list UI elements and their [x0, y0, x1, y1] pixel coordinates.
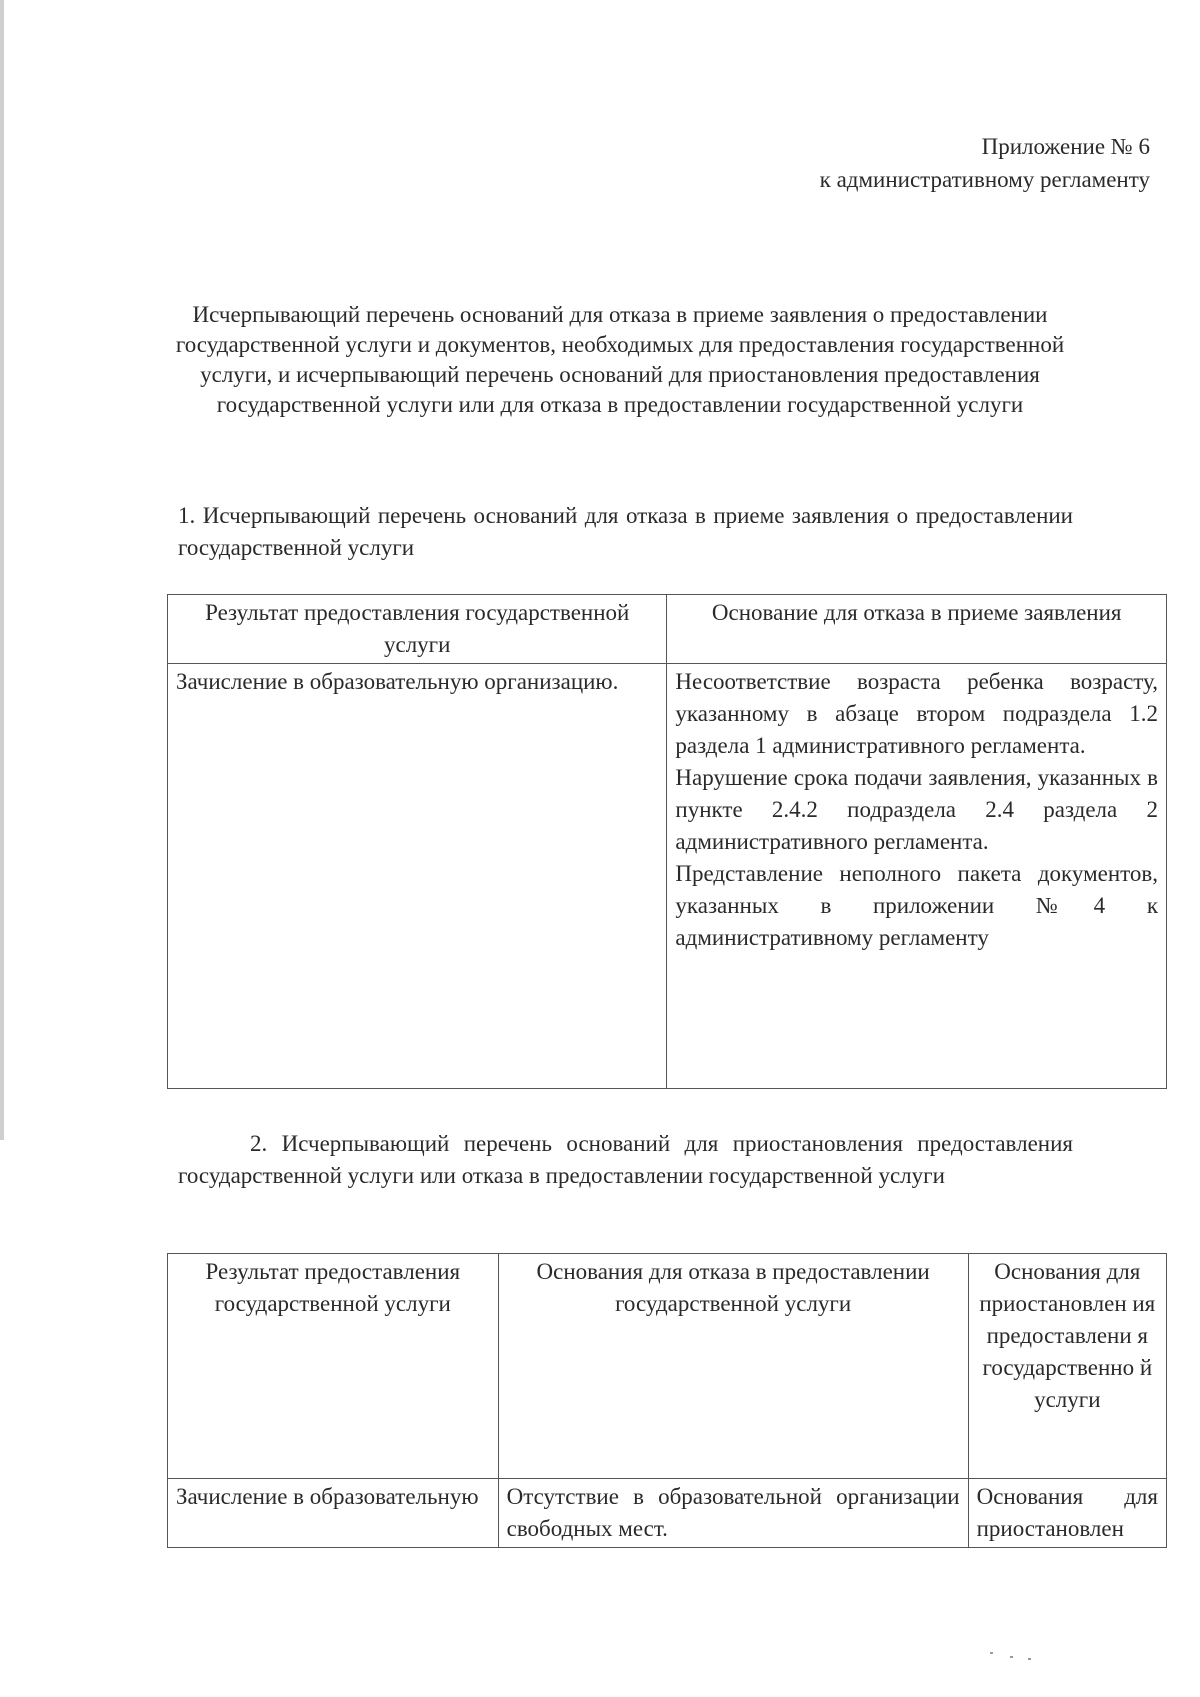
table-header-row: [168, 595, 1167, 664]
reason-item: Представление неполного пакета документов, указанных в приложении №4 к административному регламенту: [675, 861, 1158, 950]
table-row: [168, 1479, 1167, 1548]
cell-result: Зачисление в образовательную: [168, 1479, 499, 1548]
reason-item: Несоответствие возраста ребенка возрасту, указанному в абзаце втором подраздела 1.2 раздела 1 административного регламента.: [675, 669, 1158, 758]
reason-item: Нарушение срока подачи заявления, указанных в пункте 2.4.2 подраздела 2.4 раздела 2 административного регламента.: [675, 765, 1158, 854]
cell-suspension: Основания для приостановлен: [968, 1479, 1166, 1548]
cell-refusal: Отсутствие в образовательной организации свободных мест.: [498, 1479, 968, 1548]
appendix-reference: к административному регламенту: [819, 167, 1150, 192]
cell-result: Зачисление в образовательную организацию.: [168, 664, 667, 1089]
document-title: Исчерпывающий перечень оснований для отказа в приеме заявления о предоставлении государственной услуги и документов, необходимых для предоставления государственной услуги, и исчерпывающий перечень оснований для приостановления предоставления государственной услуги или для отказа в предоставлении государственной услуги: [175, 302, 1065, 417]
table-row: [168, 664, 1167, 1089]
cell-reasons: [667, 664, 1167, 1089]
appendix-header: [550, 130, 1150, 196]
scan-speck: [990, 1652, 993, 1654]
table-header-row: [168, 1254, 1167, 1479]
column-header-result: Результат предоставления государственной услуги: [168, 1254, 499, 1479]
column-header-refusal-grounds: Основания для отказа в предоставлении государственной услуги: [498, 1254, 968, 1479]
section-2-table: [167, 1253, 1167, 1548]
section-1-heading: 1. Исчерпывающий перечень оснований для отказа в приеме заявления о предоставлении государственной услуги: [178, 503, 1073, 560]
appendix-number: Приложение № 6: [981, 134, 1150, 159]
section-1-table: [167, 594, 1167, 1089]
scan-speck: [1010, 1656, 1013, 1658]
section-2-heading: 2. Исчерпывающий перечень оснований для приостановления предоставления государственной услуги или отказа в предоставлении государственной услуги: [178, 1131, 1073, 1188]
scan-speck: [1028, 1658, 1031, 1660]
scan-edge: [0, 0, 4, 1140]
column-header-suspension-grounds: Основания для приостановлен ия предоставлени я государственно й услуги: [968, 1254, 1166, 1479]
column-header-refusal-reason: Основание для отказа в приеме заявления: [667, 595, 1167, 664]
column-header-result: Результат предоставления государственной услуги: [168, 595, 667, 664]
